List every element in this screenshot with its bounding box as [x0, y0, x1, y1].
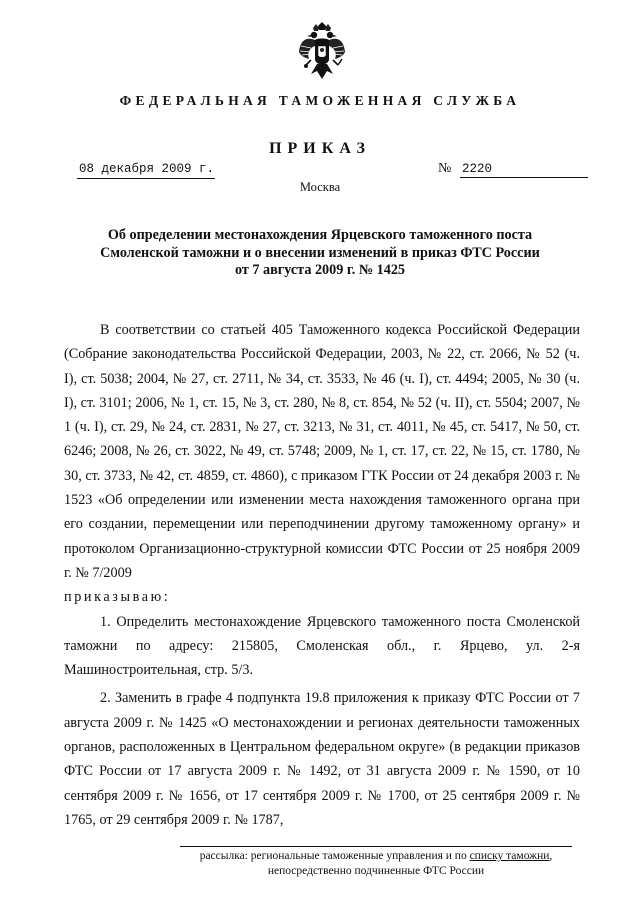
preamble-paragraph: В соответствии со статьей 405 Таможенного кодекса Российской Федерации (Собрание законодательства Российской Федерации, 2003, № 22, ст. 2066, № 52 (ч. I), ст. 5038; 2004, № 27, ст. 2711, № 34, ст. 3533, № 46 (ч. I), ст. 4494; 2005, № 30 (ч. I), ст. 3101; 2006, № 1, ст. 15, № 3, ст. 280, № 8, ст. 854, № 52 (ч. II), ст. 5504; 2007, № 1 (ч. I), ст. 29, № 24, ст. 2831, № 27, ст. 3213, № 31, ст. 4011, № 45, ст. 5417, № 50, ст. 6246; 2008, № 26, ст. 3022, № 49, ст. 5748; 2009, № 1, ст. 17, ст. 22, № 15, ст. 1780, № 30, ст. 3733, № 42, ст. 4859, ст. 4860), с приказом ГТК России от 24 декабря 2003 г. № 1523 «Об определении или изменении места нахождения таможенного органа при его создании, перемещении или переподчинении другому таможенному органу» и протоколом Организационно-структурной комиссии ФТС России от 25 ноября 2009 г. № 7/2009 — [64, 322, 580, 581]
title-line-1: Об определении местонахождения Ярцевского таможенного поста — [107, 227, 533, 243]
item-2-paragraph: 2. Заменить в графе 4 подпункта 19.8 приложения к приказу ФТС России от 7 августа 2009 г. № 1425 «О местонахождении и регионах деятельности таможенных органов, расположенных в Центральном федеральном округе» (в редакции приказов ФТС России от 17 августа 2009 г. № 1492, от 31 августа 2009 г. № 1590, от 10 сентября 2009 г. № 1656, от 17 сентября 2009 г. № 1700, от 25 сентября 2009 г. № 1765, от 29 сентября 2009 г. № 1787, — [64, 690, 580, 828]
order-date: 08 декабря 2009 г. — [77, 161, 215, 179]
document-type: ПРИКАЗ — [269, 140, 371, 157]
document-title — [70, 227, 570, 280]
order-number: 2220 — [460, 161, 588, 178]
title-line-3: от 7 августа 2009 г. № 1425 — [234, 262, 406, 278]
document-body — [64, 318, 580, 832]
distribution-line-2: непосредственно подчиненные ФТС России — [267, 865, 485, 877]
russian-eagle-emblem-icon — [297, 22, 347, 84]
distribution-line-1: рассылка: региональные таможенные управления и по списку таможни, — [199, 850, 553, 862]
agency-name: ФЕДЕРАЛЬНАЯ ТАМОЖЕННАЯ СЛУЖБА — [119, 93, 521, 108]
title-line-2: Смоленской таможни и о внесении изменений в приказ ФТС России — [100, 244, 540, 261]
city: Москва — [299, 180, 341, 194]
order-word: приказываю: — [64, 589, 171, 606]
distribution-note — [180, 846, 572, 879]
item-1-paragraph: 1. Определить местонахождение Ярцевского таможенного поста Смоленской таможни по адресу: 215805, Смоленская обл., г. Ярцево, ул. 2-я Машиностроительная, стр. 5/3. — [64, 613, 580, 679]
number-sign: № — [438, 161, 452, 176]
distribution-list-link[interactable]: списку таможни — [469, 850, 550, 862]
